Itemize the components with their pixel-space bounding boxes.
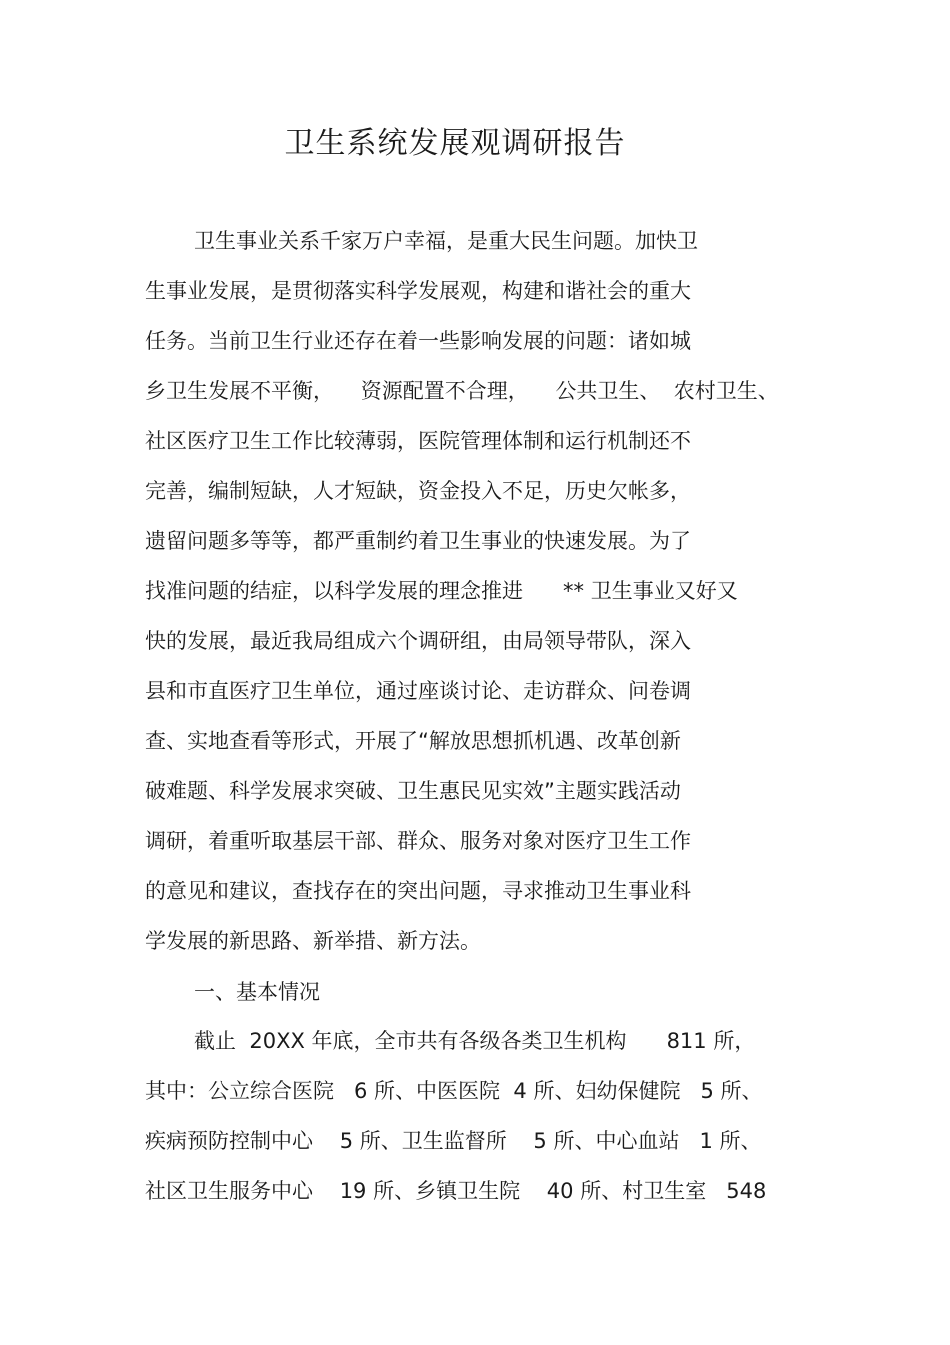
paragraph-line: 社区卫生服务中心 19 所、乡镇卫生院 40 所、村卫生室 548 [145, 1179, 767, 1203]
paragraph-line: 截止 20XX 年底，全市共有各级各类卫生机构 811 所， [194, 1029, 756, 1053]
paragraph-line: 查、实地查看等形式，开展了“解放思想抓机遇、改革创新 [145, 729, 681, 753]
paragraph-line: 其中：公立综合医院 6 所、中医医院 4 所、妇幼保健院 5 所、 [145, 1079, 763, 1103]
paragraph-line: 破难题、科学发展求突破、卫生惠民见实效”主题实践活动 [145, 779, 681, 803]
paragraph-line: 乡卫生发展不平衡， 资源配置不合理， 公共卫生、 农村卫生、 [145, 379, 779, 403]
paragraph-line: 快的发展，最近我局组成六个调研组，由局领导带队，深入 [145, 629, 691, 653]
paragraph-line: 找准问题的结症，以科学发展的理念推进 ** 卫生事业又好又 [145, 579, 738, 603]
paragraph-line: 调研，着重听取基层干部、群众、服务对象对医疗卫生工作 [145, 829, 691, 853]
section-heading: 一、基本情况 [194, 980, 320, 1004]
paragraph-line: 生事业发展，是贯彻落实科学发展观，构建和谐社会的重大 [145, 279, 691, 303]
paragraph-line: 的意见和建议，查找存在的突出问题，寻求推动卫生事业科 [145, 879, 691, 903]
paragraph-line: 卫生事业关系千家万户幸福，是重大民生问题。加快卫 [194, 229, 698, 253]
paragraph-line: 学发展的新思路、新举措、新方法。 [145, 929, 481, 953]
paragraph-line: 疾病预防控制中心 5 所、卫生监督所 5 所、中心血站 1 所、 [145, 1129, 762, 1153]
paragraph-line: 任务。当前卫生行业还存在着一些影响发展的问题：诸如城 [145, 329, 691, 353]
document-title: 卫生系统发展观调研报告 [284, 126, 626, 161]
paragraph-line: 社区医疗卫生工作比较薄弱，医院管理体制和运行机制还不 [145, 429, 691, 453]
paragraph-line: 完善，编制短缺，人才短缺，资金投入不足，历史欠帐多， [145, 479, 691, 503]
paragraph-line: 县和市直医疗卫生单位，通过座谈讨论、走访群众、问卷调 [145, 679, 691, 703]
paragraph-line: 遗留问题多等等，都严重制约着卫生事业的快速发展。为了 [145, 529, 691, 553]
